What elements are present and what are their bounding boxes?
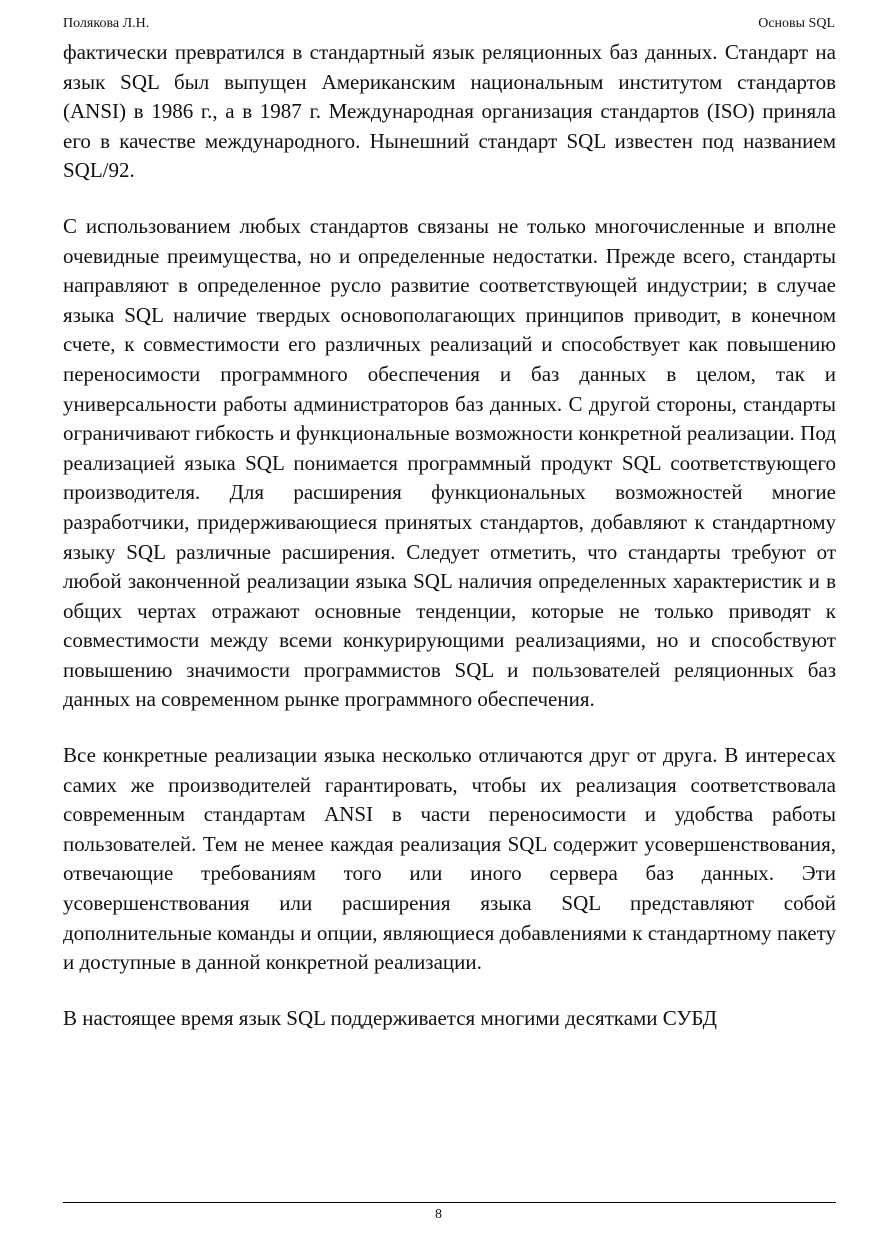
page-body xyxy=(63,38,836,1033)
paragraph-1: фактически превратился в стандартный язык реляционных баз данных. Стандарт на язык SQL был выпущен Американским национальным институтом стандартов (ANSI) в 1986 г., а в 1987 г. Международная организация стандартов (ISO) приняла его в качестве международного. Нынешний стандарт SQL известен под названием SQL/92. xyxy=(63,40,836,183)
page-header xyxy=(63,14,835,34)
paragraph-4: В настоящее время язык SQL поддерживается многими десятками СУБД xyxy=(63,1005,717,1030)
paragraph-2: С использованием любых стандартов связаны не только многочисленные и вполне очевидные преимущества, но и определенные недостатки. Прежде всего, стандарты направляют в определенное русло развитие соответствующей индустрии; в случае языка SQL наличие твердых основополагающих принципов приводит, в конечном счете, к совместимости его различных реализаций и способствует как повышению переносимости программного обеспечения и баз данных в целом, так и универсальности работы администраторов баз данных. С другой стороны, стандарты ограничивают гибкость и функциональные возможности конкретной реализации. Под реализацией языка SQL понимается программный продукт SQL соответствующего производителя. Для расширения функциональных возможностей многие разработчики, придерживающиеся принятых стандартов, добавляют к стандартному языку SQL различные расширения. Следует отметить, что стандарты требуют от любой законченной реализации языка SQL наличия определенных характеристик и в общих чертах отражают основные тенденции, которые не только приводят к совместимости между всеми конкурирующими реализациями, но и способствуют повышению значимости программистов SQL и пользователей реляционных баз данных на современном рынке программного обеспечения. xyxy=(63,213,836,712)
paragraph-3: Все конкретные реализации языка несколько отличаются друг от друга. В интересах самих же производителей гарантировать, чтобы их реализация соответствовала современным стандартам ANSI в части переносимости и удобства работы пользователей. Тем не менее каждая реализация SQL содержит усовершенствования, отвечающие требованиям того или иного сервера баз данных. Эти усовершенствования или расширения языка SQL представляют собой дополнительные команды и опции, являющиеся добавлениями к стандартному пакету и доступные в данной конкретной реализации. xyxy=(63,743,836,975)
header-author: Полякова Л.Н. xyxy=(63,16,150,31)
page-number: 8 xyxy=(435,1207,442,1222)
header-title: Основы SQL xyxy=(758,16,835,31)
footer-divider xyxy=(63,1202,836,1203)
